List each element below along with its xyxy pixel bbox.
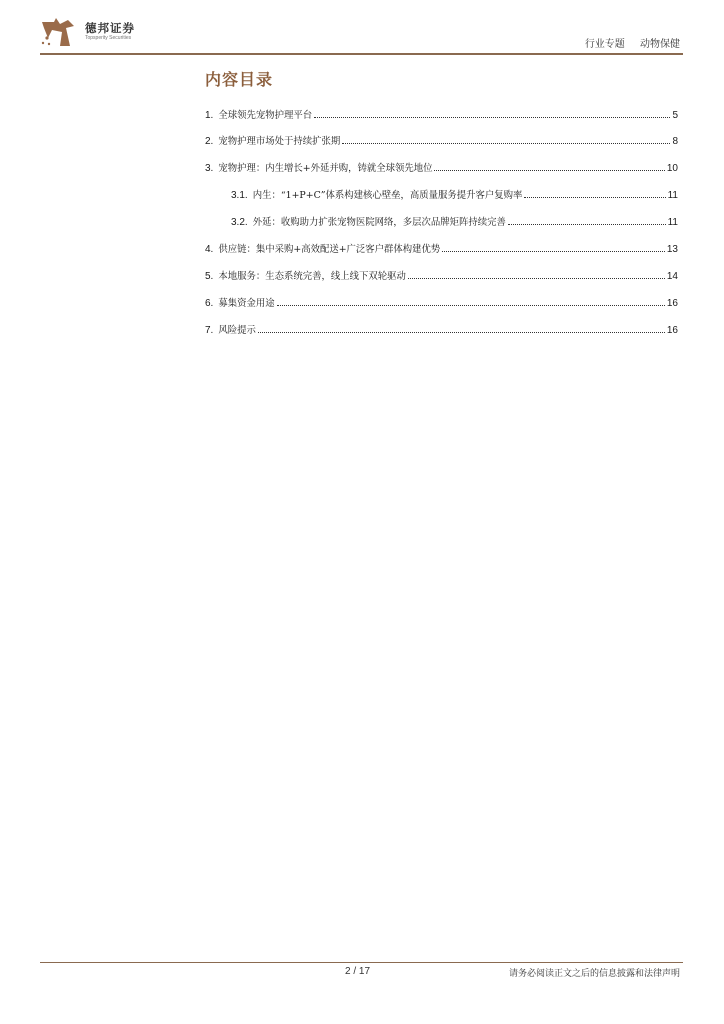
toc-entry-number: 3.1. <box>231 190 248 201</box>
legal-disclaimer: 请务必阅读正文之后的信息披露和法律声明 <box>508 969 680 979</box>
toc-leader-dots <box>314 117 670 118</box>
toc-entry-number: 6. <box>205 298 214 309</box>
toc-leader-dots <box>408 278 665 279</box>
toc-entry-text: 募集资金用途 <box>218 298 275 309</box>
toc-entry-page: 8 <box>672 136 678 147</box>
toc-entry-page: 16 <box>666 325 678 336</box>
toc-entry-6[interactable] <box>205 293 678 309</box>
toc-leader-dots <box>434 170 664 171</box>
brand-name-cn: 德邦证券 <box>85 21 135 35</box>
toc-entry-page: 14 <box>666 271 678 282</box>
toc-entry-number: 3. <box>205 163 214 174</box>
toc-entry-text: 外延：收购助力扩张宠物医院网络，多层次品牌矩阵持续完善 <box>252 217 506 228</box>
toc-entry-5[interactable] <box>205 266 678 282</box>
toc-entry-3[interactable] <box>205 158 678 174</box>
toc-entry-page: 13 <box>666 244 678 255</box>
toc-entry-page: 16 <box>666 298 678 309</box>
toc-entry-4[interactable] <box>205 239 678 255</box>
toc-leader-dots <box>342 143 670 144</box>
toc-entry-3-1[interactable] <box>231 185 678 201</box>
toc-leader-dots <box>277 305 665 306</box>
toc-leader-dots <box>442 251 665 252</box>
toc-entry-text: 本地服务：生态系统完善，线上线下双轮驱动 <box>218 271 406 282</box>
toc-entry-text: 全球领先宠物护理平台 <box>218 110 313 121</box>
toc-entry-number: 2. <box>205 136 214 147</box>
toc-entry-text: 宠物护理：内生增长+外延并购，铸就全球领先地位 <box>218 163 433 174</box>
toc-entry-text: 宠物护理市场处于持续扩张期 <box>218 136 341 147</box>
page-number: 2 / 17 <box>345 966 371 977</box>
toc-entry-page: 11 <box>667 217 678 228</box>
toc-title: 内容目录 <box>205 70 274 89</box>
toc-entry-number: 1. <box>205 110 214 121</box>
toc-entry-text: 内生：“1+P+C”体系构建核心壁垒，高质量服务提升客户复购率 <box>252 190 523 201</box>
brand-name-en: Topsperity Securities <box>85 35 132 41</box>
report-category: 行业专题 <box>584 39 625 50</box>
page-header <box>0 0 724 60</box>
toc-entry-page: 10 <box>666 163 678 174</box>
toc-entry-number: 5. <box>205 271 214 282</box>
toc-leader-dots <box>508 224 666 225</box>
toc-entry-page: 5 <box>672 110 678 121</box>
header-tags <box>585 35 680 50</box>
header-divider <box>40 53 683 55</box>
report-industry: 动物保健 <box>640 39 680 50</box>
toc-entry-text: 风险提示 <box>218 325 256 336</box>
toc-entry-page: 11 <box>667 190 678 201</box>
toc-entry-1[interactable] <box>205 105 678 121</box>
toc-entry-text: 供应链：集中采购+高效配送+广泛客户群体构建优势 <box>218 244 441 255</box>
toc-entry-7[interactable] <box>205 320 678 336</box>
toc-leader-dots <box>524 197 665 198</box>
toc-entry-number: 3.2. <box>231 217 248 228</box>
topsperity-logo-icon <box>40 16 76 48</box>
toc-leader-dots <box>258 332 665 333</box>
footer-divider <box>40 962 683 963</box>
toc-entry-3-2[interactable] <box>231 212 678 228</box>
toc-entry-number: 4. <box>205 244 214 255</box>
toc-entry-2[interactable] <box>205 131 678 147</box>
toc-entry-number: 7. <box>205 325 214 336</box>
